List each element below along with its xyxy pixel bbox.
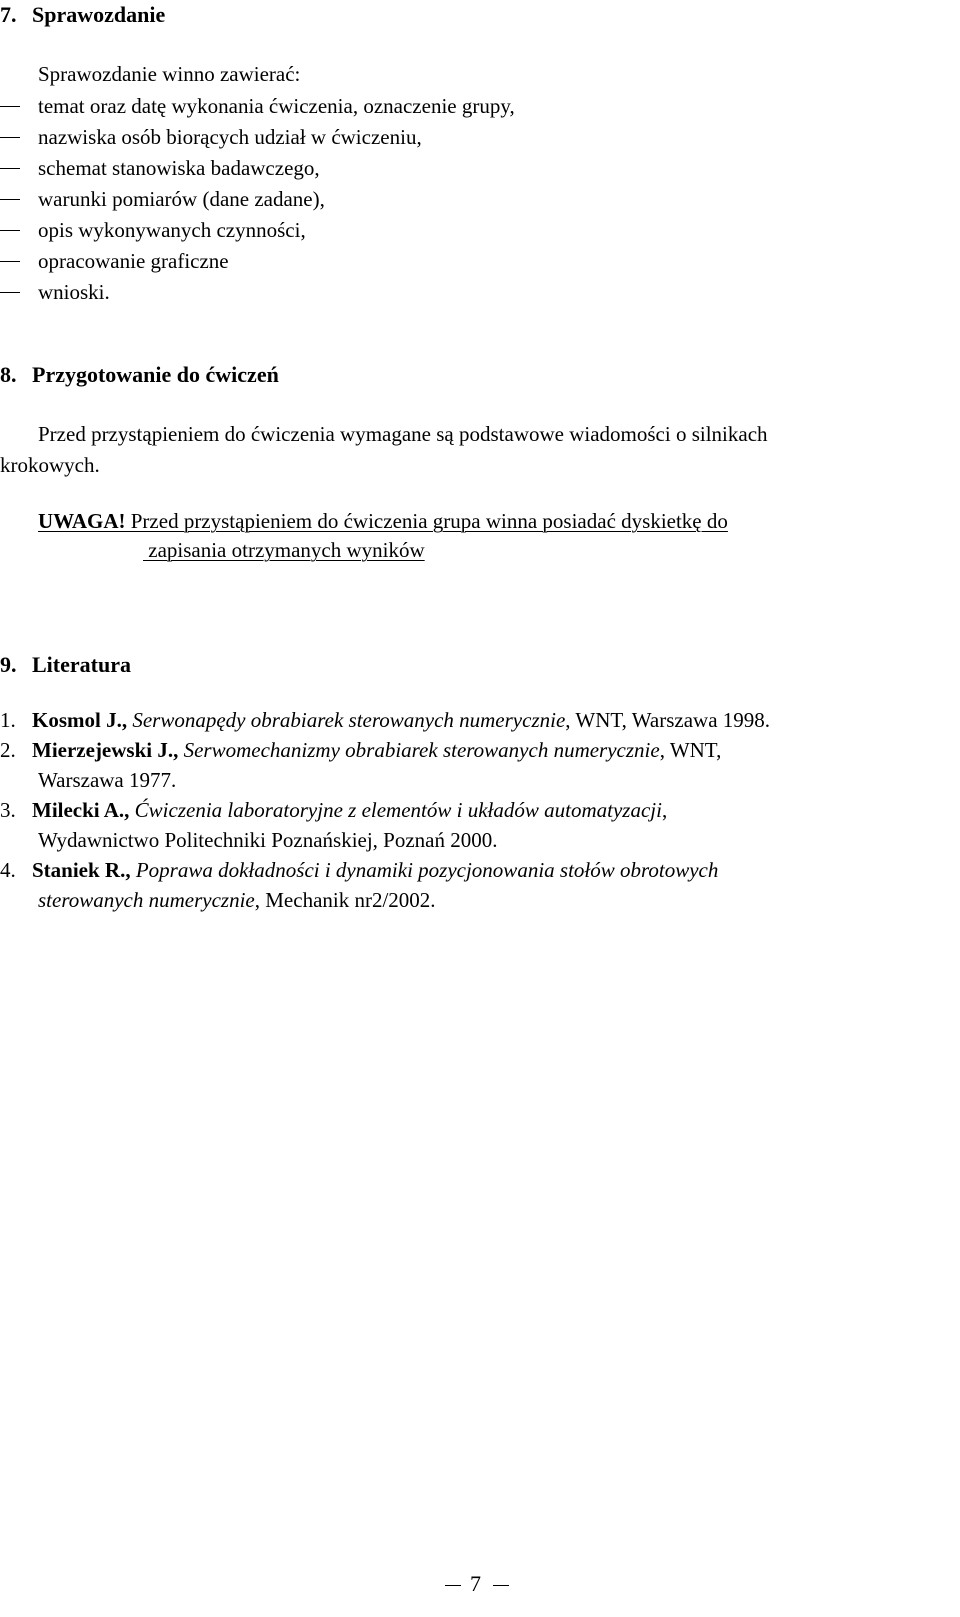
section-9-number: 9. xyxy=(0,652,17,677)
dash-bullet-icon xyxy=(0,106,20,107)
page-number-dash-right xyxy=(493,1585,509,1586)
section-7-intro: Sprawozdanie winno zawierać: xyxy=(38,62,301,86)
section-8-paragraph-line-1: Przed przystąpieniem do ćwiczenia wymagane są podstawowe wiadomości o silnikach xyxy=(38,422,768,446)
list-item: warunki pomiarów (dane zadane), xyxy=(0,189,325,210)
dash-bullet-icon xyxy=(0,292,20,293)
reference-item: 2. Mierzejewski J., Serwomechanizmy obrabiarek sterowanych numerycznie, WNT, xyxy=(0,738,722,762)
list-item: wnioski. xyxy=(0,282,110,303)
reference-author: Mierzejewski J. xyxy=(32,738,174,762)
section-8-paragraph-line-2: krokowych. xyxy=(0,453,100,477)
reference-item: 3. Milecki A., Ćwiczenia laboratoryjne z elementów i układów automatyzacji, xyxy=(0,798,668,822)
reference-title: Poprawa dokładności i dynamiki pozycjonowania stołów obrotowych xyxy=(135,858,719,882)
warning-label: UWAGA! xyxy=(38,509,126,533)
section-8-title: Przygotowanie do ćwiczeń xyxy=(32,362,279,387)
dash-bullet-icon xyxy=(0,261,20,262)
list-item: opis wykonywanych czynności, xyxy=(0,220,306,241)
reference-item-continuation: Warszawa 1977. xyxy=(38,768,177,792)
page-number: 7 xyxy=(445,1573,481,1595)
list-item: nazwiska osób biorących udział w ćwiczeniu, xyxy=(0,127,422,148)
reference-author: Milecki A. xyxy=(32,798,125,822)
dash-bullet-icon xyxy=(0,199,20,200)
section-7-heading xyxy=(0,4,165,26)
dash-bullet-icon xyxy=(0,230,20,231)
reference-title: Serwomechanizmy obrabiarek sterowanych numerycznie xyxy=(183,738,660,762)
list-item: schemat stanowiska badawczego, xyxy=(0,158,320,179)
section-7-number: 7. xyxy=(0,2,17,27)
warning-note-line-2: zapisania otrzymanych wyników xyxy=(143,538,425,562)
reference-item: 4. Staniek R., Poprawa dokładności i dynamiki pozycjonowania stołów obrotowych xyxy=(0,858,719,882)
dash-bullet-icon xyxy=(0,137,20,138)
page-number-dash-left xyxy=(445,1585,461,1586)
reference-item: 1. Kosmol J., Serwonapędy obrabiarek sterowanych numerycznie, WNT, Warszawa 1998. xyxy=(0,708,771,732)
dash-bullet-icon xyxy=(0,168,20,169)
reference-author: Kosmol J. xyxy=(32,708,122,732)
reference-title: Serwonapędy obrabiarek sterowanych numerycznie xyxy=(132,708,566,732)
list-item: temat oraz datę wykonania ćwiczenia, oznaczenie grupy, xyxy=(0,96,515,117)
reference-title-continuation: sterowanych numerycznie xyxy=(38,888,255,912)
section-8-number: 8. xyxy=(0,362,17,387)
section-9-heading xyxy=(0,654,131,676)
list-item: opracowanie graficzne xyxy=(0,251,229,272)
reference-title: Ćwiczenia laboratoryjne z elementów i układów automatyzacji xyxy=(134,798,662,822)
section-7-title: Sprawozdanie xyxy=(32,2,166,27)
warning-note-line-1: UWAGA! Przed przystąpieniem do ćwiczenia grupa winna posiadać dyskietkę do xyxy=(38,509,728,533)
section-9-title: Literatura xyxy=(32,652,131,677)
reference-item-continuation: Wydawnictwo Politechniki Poznańskiej, Poznań 2000. xyxy=(38,828,498,852)
reference-author: Staniek R. xyxy=(32,858,126,882)
reference-item-continuation: sterowanych numerycznie, Mechanik nr2/2002. xyxy=(38,888,436,912)
section-8-heading xyxy=(0,364,279,386)
